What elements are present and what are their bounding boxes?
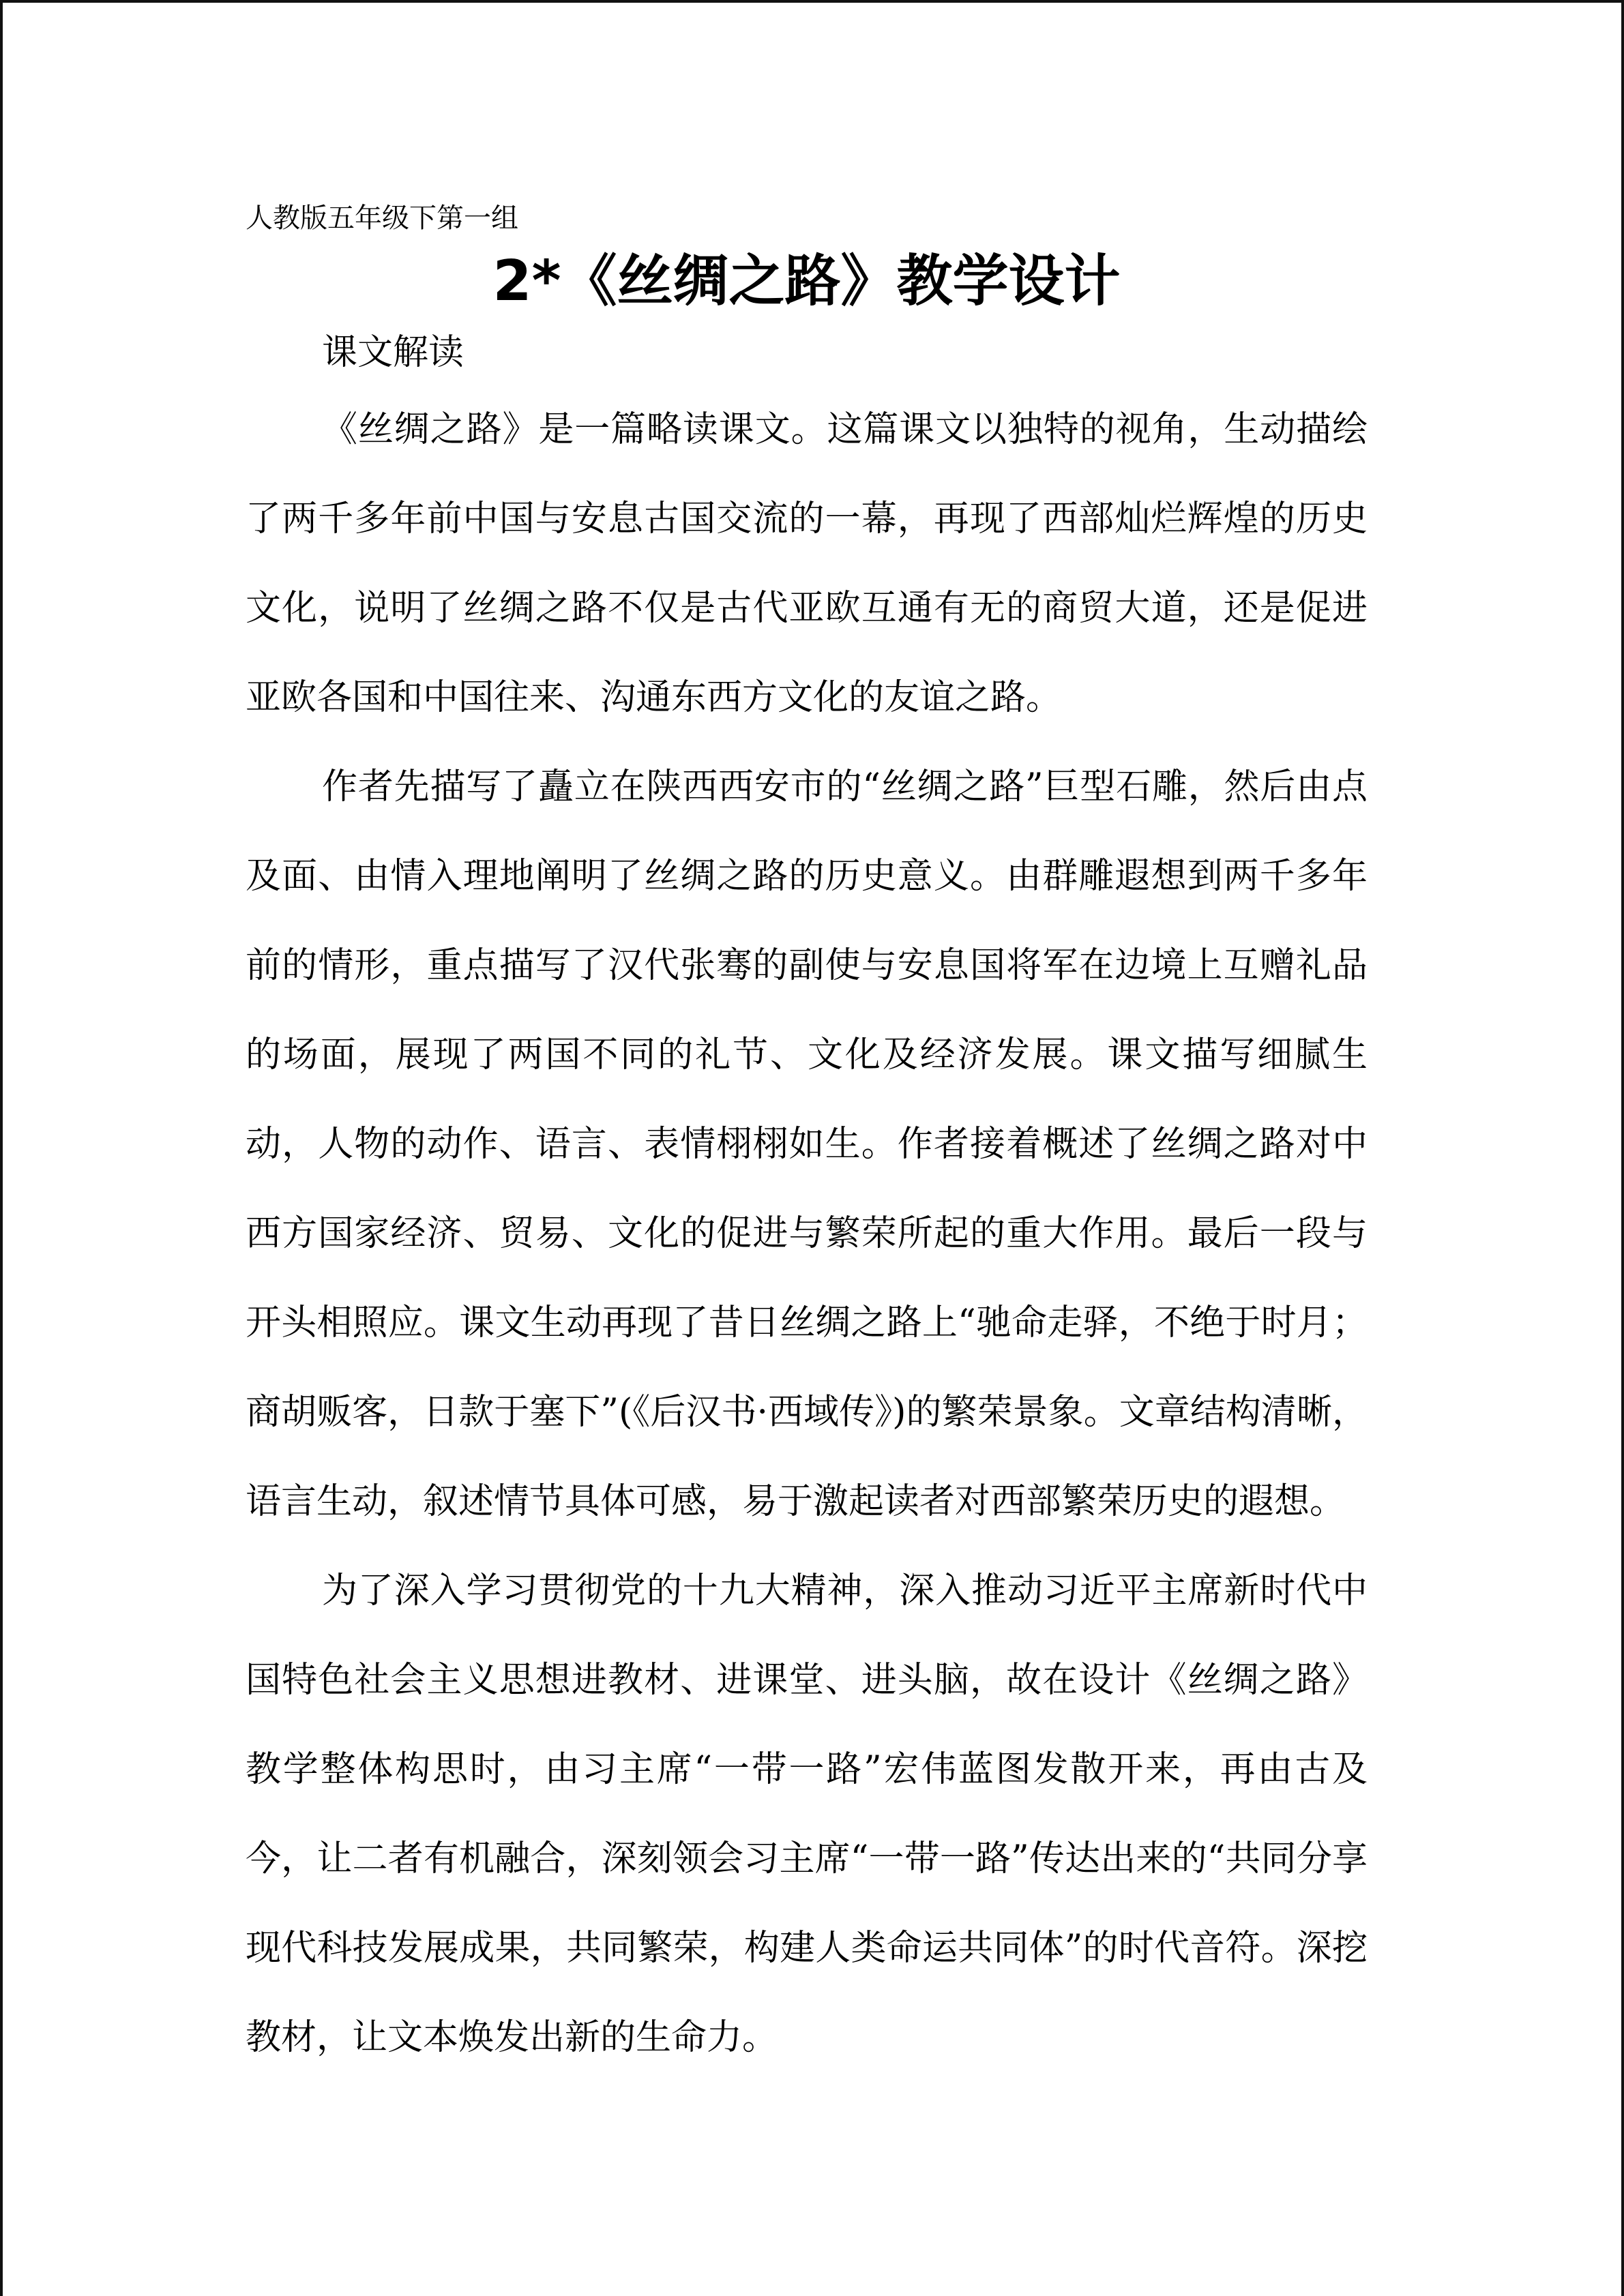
document-body [246,198,1368,2083]
section-heading: 课文解读 [322,332,464,373]
header-note: 人教版五年级下第一组 [246,203,518,234]
document-title: 2*《丝绸之路》教学设计 [492,249,1121,314]
page-border-left [0,0,3,2296]
paragraph-intro: 《丝绸之路》是一篇略读课文。这篇课文以独特的视角，生动描绘了两千多年前中国与安息古国交流的一幕，再现了西部灿烂辉煌的历史文化，说明了丝绸之路不仅是古代亚欧互通有无的商贸大道，还是促进亚欧各国和中国往来、沟通东西方文化的友谊之路。 [246,409,1368,718]
paragraph-analysis: 作者先描写了矗立在陕西西安市的“丝绸之路”巨型石雕，然后由点及面、由情入理地阐明了丝绸之路的历史意义。由群雕遐想到两千多年前的情形，重点描写了汉代张骞的副使与安息国将军在边境上互赠礼品的场面，展现了两国不同的礼节、文化及经济发展。课文描写细腻生动，人物的动作、语言、表情栩栩如生。作者接着概述了丝绸之路对中西方国家经济、贸易、文化的促进与繁荣所起的重大作用。最后一段与开头相照应。课文生动再现了昔日丝绸之路上“驰命走驿，不绝于时月；商胡贩客，日款于塞下”(《后汉书·西域传》)的繁荣景象。文章结构清晰，语言生动，叙述情节具体可感，易于激起读者对西部繁荣历史的遐想。 [246,766,1368,1522]
page-border-right [1621,0,1624,2296]
page-border-top [0,0,1624,3]
paragraph-design-idea: 为了深入学习贯彻党的十九大精神，深入推动习近平主席新时代中国特色社会主义思想进教材、进课堂、进头脑，故在设计《丝绸之路》教学整体构思时，由习主席“一带一路”宏伟蓝图发散开来，再由古及今，让二者有机融合，深刻领会习主席“一带一路”传达出来的“共同分享现代科技发展成果，共同繁荣，构建人类命运共同体”的时代音符。深挖教材，让文本焕发出新的生命力。 [246,1570,1368,2058]
